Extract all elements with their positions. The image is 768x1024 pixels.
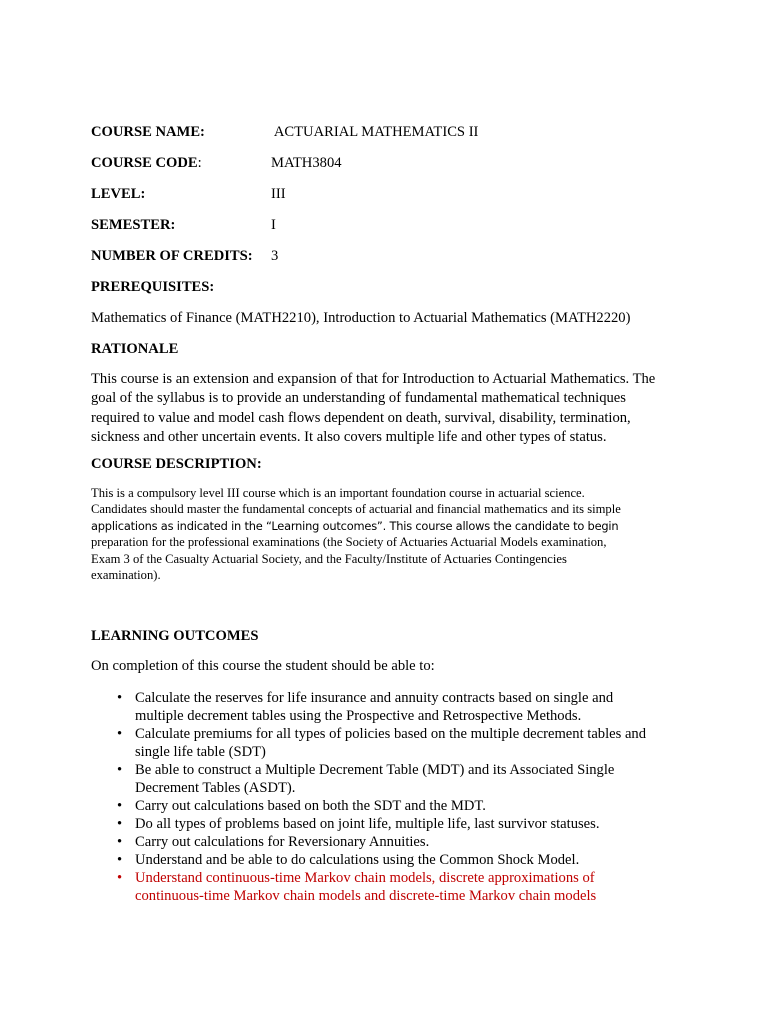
bullet-icon: • — [117, 834, 123, 850]
list-item — [91, 851, 691, 869]
list-item — [91, 797, 691, 815]
semester-row — [91, 217, 276, 234]
course-code-value: MATH3804 — [271, 155, 342, 171]
semester-label: SEMESTER: — [91, 217, 176, 233]
list-item-line: Be able to construct a Multiple Decrement Table (MDT) and its Associated Single — [135, 762, 615, 778]
bullet-icon: • — [117, 816, 123, 832]
description-line: This is a compulsory level III course which is an important foundation course in actuarial science. — [91, 486, 585, 500]
list-item-line: Do all types of problems based on joint life, multiple life, last survivor statuses. — [135, 816, 600, 832]
bullet-icon: • — [117, 798, 123, 814]
list-item-line: Understand continuous-time Markov chain models, discrete approximations of — [135, 870, 595, 886]
description-line: Candidates should master the fundamental concepts of actuarial and financial mathematics and its simple — [91, 502, 621, 517]
level-label: LEVEL: — [91, 186, 146, 202]
rationale-line: sickness and other uncertain events. It also covers multiple life and other types of status. — [91, 428, 607, 445]
rationale-line: This course is an extension and expansion of that for Introduction to Actuarial Mathematics. The — [91, 371, 656, 387]
list-item-line: multiple decrement tables using the Prospective and Retrospective Methods. — [135, 708, 582, 724]
list-item — [91, 833, 691, 851]
list-item-line: Carry out calculations based on both the SDT and the MDT. — [135, 798, 486, 814]
credits-label: NUMBER OF CREDITS: — [91, 248, 253, 264]
list-item-line: Calculate premiums for all types of policies based on the multiple decrement tables and — [135, 726, 647, 742]
list-item — [91, 815, 691, 833]
course-name-row — [91, 124, 479, 141]
description-line: examination). — [91, 568, 161, 583]
bullet-icon: • — [117, 870, 123, 886]
course-name-value: ACTUARIAL MATHEMATICS II — [271, 124, 479, 140]
course-description-heading: COURSE DESCRIPTION: — [91, 456, 262, 472]
bullet-icon: • — [117, 852, 123, 868]
list-item-line: Carry out calculations for Reversionary Annuities. — [135, 834, 430, 850]
list-item — [91, 725, 691, 761]
list-item-line: single life table (SDT) — [135, 744, 266, 760]
rationale-paragraph — [91, 370, 691, 447]
level-row — [91, 186, 286, 203]
list-item — [91, 689, 691, 725]
prerequisites-heading: PREREQUISITES: — [91, 279, 215, 295]
learning-outcomes-list — [91, 689, 691, 905]
rationale-line: required to value and model cash flows dependent on death, survival, disability, termination, — [91, 409, 631, 426]
learning-outcomes-intro: On completion of this course the student should be able to: — [91, 658, 435, 674]
course-code-row — [91, 155, 342, 172]
prerequisites-text: Mathematics of Finance (MATH2210), Introduction to Actuarial Mathematics (MATH2220) — [91, 310, 631, 326]
credits-value: 3 — [271, 248, 279, 264]
level-value: III — [271, 186, 286, 202]
course-code-colon: : — [197, 155, 202, 171]
course-code-label: COURSE CODE — [91, 155, 198, 171]
bullet-icon: • — [117, 690, 123, 706]
list-item-line: continuous-time Markov chain models and discrete-time Markov chain models — [135, 888, 597, 904]
semester-value: I — [271, 217, 276, 233]
list-item-line: Calculate the reserves for life insurance and annuity contracts based on single and — [135, 690, 614, 706]
list-item — [91, 761, 691, 797]
course-description-paragraph — [91, 485, 691, 583]
bullet-icon: • — [117, 762, 123, 778]
description-line: Exam 3 of the Casualty Actuarial Society, and the Faculty/Institute of Actuaries Contingencies — [91, 551, 567, 566]
bullet-icon: • — [117, 726, 123, 742]
list-item-line: Decrement Tables (ASDT). — [135, 780, 296, 796]
description-line: applications as indicated in the “Learning outcomes”. This course allows the candidate to begin — [91, 518, 619, 533]
course-name-label: COURSE NAME: — [91, 124, 205, 140]
learning-outcomes-heading: LEARNING OUTCOMES — [91, 628, 259, 644]
list-item-highlighted — [91, 869, 691, 905]
list-item-line: Understand and be able to do calculations using the Common Shock Model. — [135, 852, 580, 868]
rationale-heading: RATIONALE — [91, 341, 179, 357]
credits-row — [91, 248, 279, 265]
rationale-line: goal of the syllabus is to provide an understanding of fundamental mathematical techniques — [91, 390, 626, 407]
description-line: preparation for the professional examinations (the Society of Actuaries Actuarial Models examination, — [91, 535, 607, 550]
